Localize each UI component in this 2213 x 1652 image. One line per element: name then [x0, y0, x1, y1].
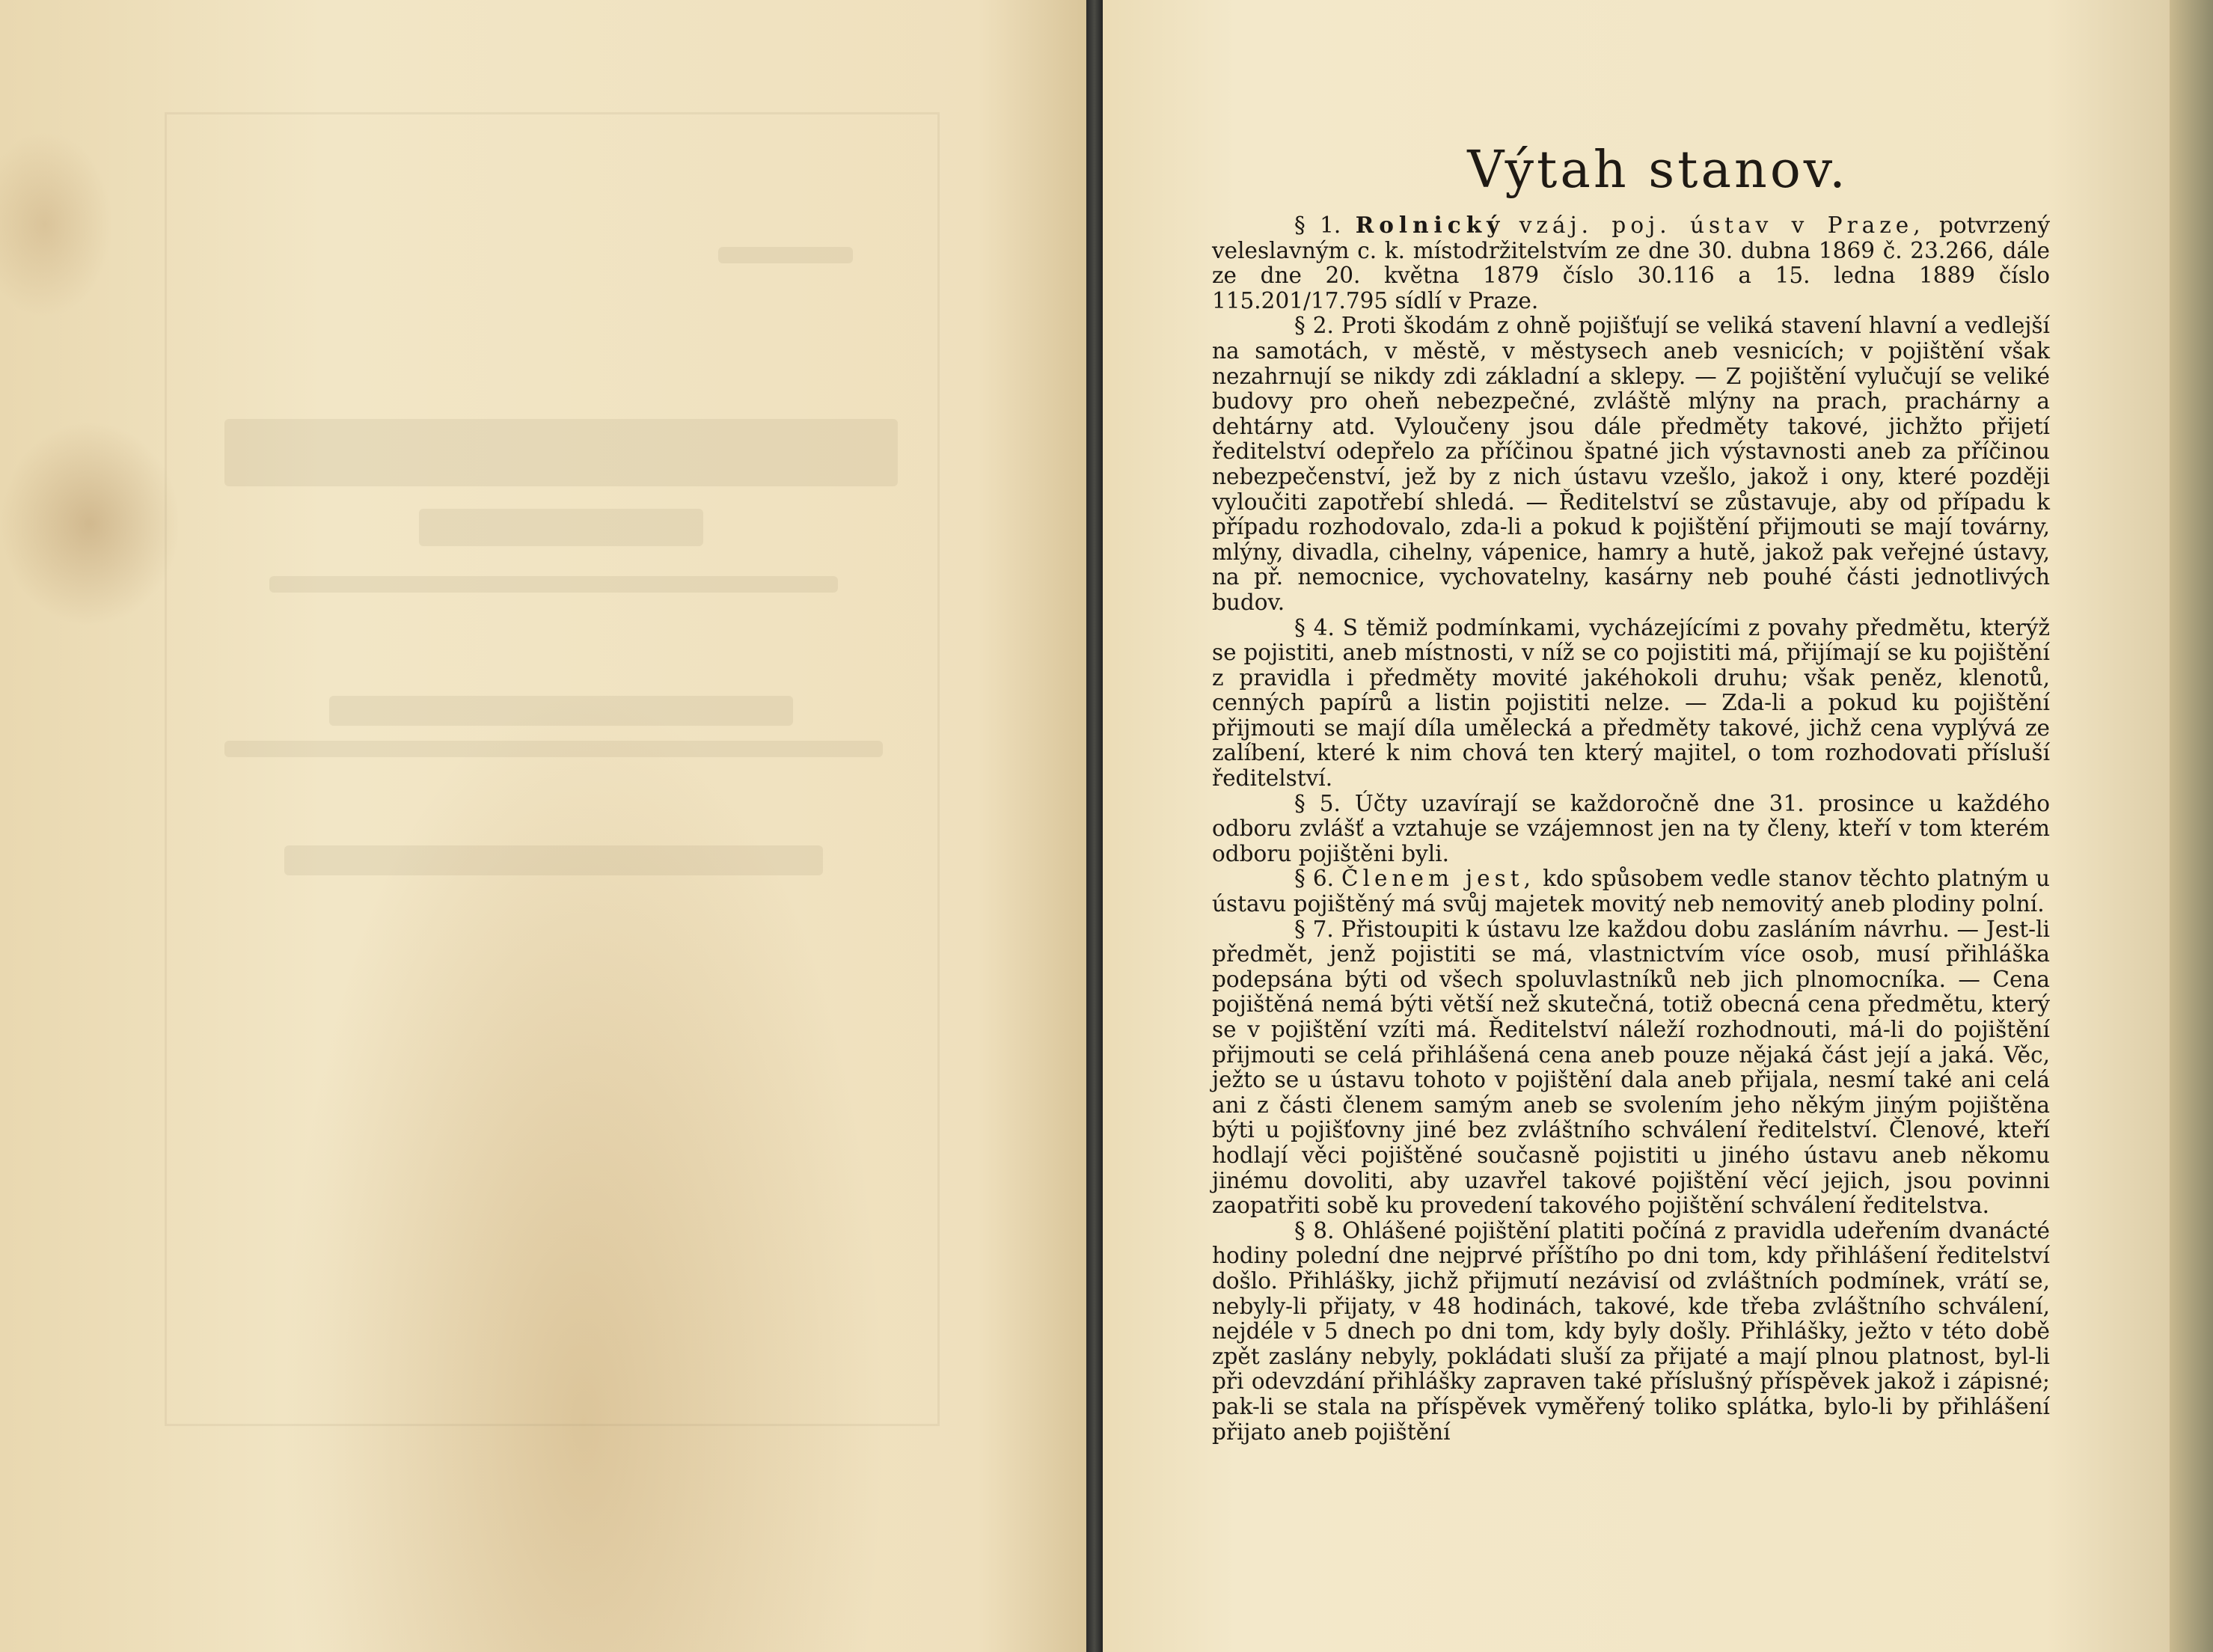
page-title: Výtah stanov. — [1467, 141, 1849, 200]
section-text: Ohlášené pojištění platiti počíná z pravidla udeřením dvanácté hodiny polední dne nejprvé příštího po dni tom, kdy přihlášení ředitelství došlo. Přihlášky, jichž přijmutí nezávisí od zvláštních podmínek, vrátí se, nebyly-li přijaty, v 48 hodinách, takové, kde třeba zvláštního schválení, nejdéle v 5 dnech po dni tom, kdy byly došly. Přihlášky, ježto v této době zpět zaslány nebyly, pokládati sluší za přijaté a mají plnou platnost, byl-li při odevzdání přihlášky zapraven také příslušný příspěvek jakož i zápisné; pak-li se stala na příspěvek vyměřený toliko splátka, bylo-li by přihlášení přijato aneb pojištění — [1212, 1217, 2050, 1445]
show-through-frame — [165, 112, 940, 1426]
paragraph-1 — [1212, 212, 2050, 313]
paragraph-8 — [1212, 1219, 2050, 1445]
section-text: Účty uzavírají se každoročně dne 31. prosince u každého odboru zvlášť a vztahuje se vzájemnost jen na ty členy, kteří v tom kterém odboru pojištěni byli. — [1212, 790, 2050, 866]
show-through-mark — [284, 845, 823, 875]
section-lead-rest: vzáj. poj. ústav v Praze, — [1519, 212, 1925, 238]
paragraph-6 — [1212, 866, 2050, 917]
show-through-mark — [419, 509, 703, 546]
book-spine — [1086, 0, 1103, 1652]
section-text: potvrzený veleslavným c. k. místodržitelstvím ze dne 30. dubna 1869 č. 23.266, dále ze dne 20. května 1879 číslo 30.116 a 15. ledna 1889 číslo 115.201/17.795 sídlí v Praze. — [1212, 212, 2050, 313]
statutes-text — [1212, 212, 2050, 1445]
show-through-mark — [269, 576, 838, 593]
section-number: § 2. — [1294, 313, 1334, 339]
section-lead: Členem jest, — [1341, 866, 1535, 892]
paragraph-7 — [1212, 917, 2050, 1219]
section-number: § 6. — [1294, 866, 1334, 892]
section-text: S těmiž podmínkami, vycházejícími z povahy předmětu, kterýž se pojistiti, aneb místnosti, v níž se co pojistiti má, přijímají se ku pojištění z pravidla i předměty movité jakéhokoli druhu; však peněz, klenotů, cenných papírů a listin pojistiti nelze. — Zda-li a pokud ku pojištění přijmouti se mají díla umělecká a předměty takové, jichž cena vyplývá ze zalíbení, které k nim chová ten který majitel, o tom rozhodovati přísluší ředitelství. — [1212, 614, 2050, 792]
show-through-mark — [329, 696, 793, 726]
page-edge — [2170, 0, 2213, 1652]
section-number: § 7. — [1294, 916, 1334, 942]
paragraph-4 — [1212, 616, 2050, 792]
paragraph-5 — [1212, 792, 2050, 867]
section-text: Proti škodám z ohně pojišťují se veliká stavení hlavní a vedlejší na samotách, v městě, v městysech aneb vesnicích; v pojištění však nezahrnují se nikdy zdi základní a sklepy. — Z pojištění vylučují se veliké budovy pro oheň nebezpečné, zvláště mlýny na prach, prachárny a dehtárny atd. Vyloučeny jsou dále předměty takové, jichžto přijetí ředitelství odepřelo za příčinou špatné jich výstavnosti aneb za příčinou nebezpečenství, jež by z nich ústavu vzešlo, jakož i ony, které později vyloučiti zapotřebí shledá. — Ředitelství se zůstavuje, aby od případu k případu rozhodovalo, zda-li a pokud k pojištění přijmouti se mají továrny, mlýny, divadla, cihelny, vápenice, hamry a hutě, jakož pak veřejné ústavy, na př. nemocnice, vychovatelny, kasárny neb pouhé části jednotlivých budov. — [1212, 313, 2050, 615]
left-page — [0, 0, 1086, 1652]
section-number: § 4. — [1294, 614, 1335, 640]
section-text: kdo spůsobem vedle stanov těchto platným u ústavu pojištěný má svůj majetek movitý neb nemovitý aneb plodiny polní. — [1212, 866, 2050, 917]
section-text: Přistoupiti k ústavu lze každou dobu zasláním návrhu. — Jest-li předmět, jenž pojistiti se má, vlastnictvím více osob, musí přihláška podepsána býti od všech spoluvlastníků neb jich plnomocníka. — Cena pojištěná nemá býti větší než skutečná, totiž obecná cena předmětu, který se v pojištění vzíti má. Ředitelství náleží rozhodnouti, má-li do pojištění přijmouti se celá přihlášená cena aneb pouze nějaká část její a jaká. Věc, ježto se u ústavu tohoto v pojištění dala aneb přijala, nesmí také ani celá ani z části členem samým aneb se svolením jeho někým jiným pojištěna býti u pojišťovny jiné bez zvláštního schválení ředitelství. Členové, kteří hodlají věci pojištěné současně pojistiti u jiného ústavu aneb někomu jinému dovoliti, aby uzavřel takové pojištění věcí jejich, jsou povinni zaopatřiti sobě ku provedení takového pojištění schválení ředitelstva. — [1212, 916, 2050, 1219]
show-through-mark — [718, 247, 853, 263]
section-number: § 1. — [1294, 212, 1341, 238]
section-number: § 8. — [1294, 1217, 1335, 1243]
show-through-mark — [224, 741, 883, 757]
paragraph-2 — [1212, 313, 2050, 615]
section-lead: Rolnický — [1355, 212, 1505, 238]
section-number: § 5. — [1294, 790, 1341, 816]
show-through-mark — [224, 419, 898, 486]
